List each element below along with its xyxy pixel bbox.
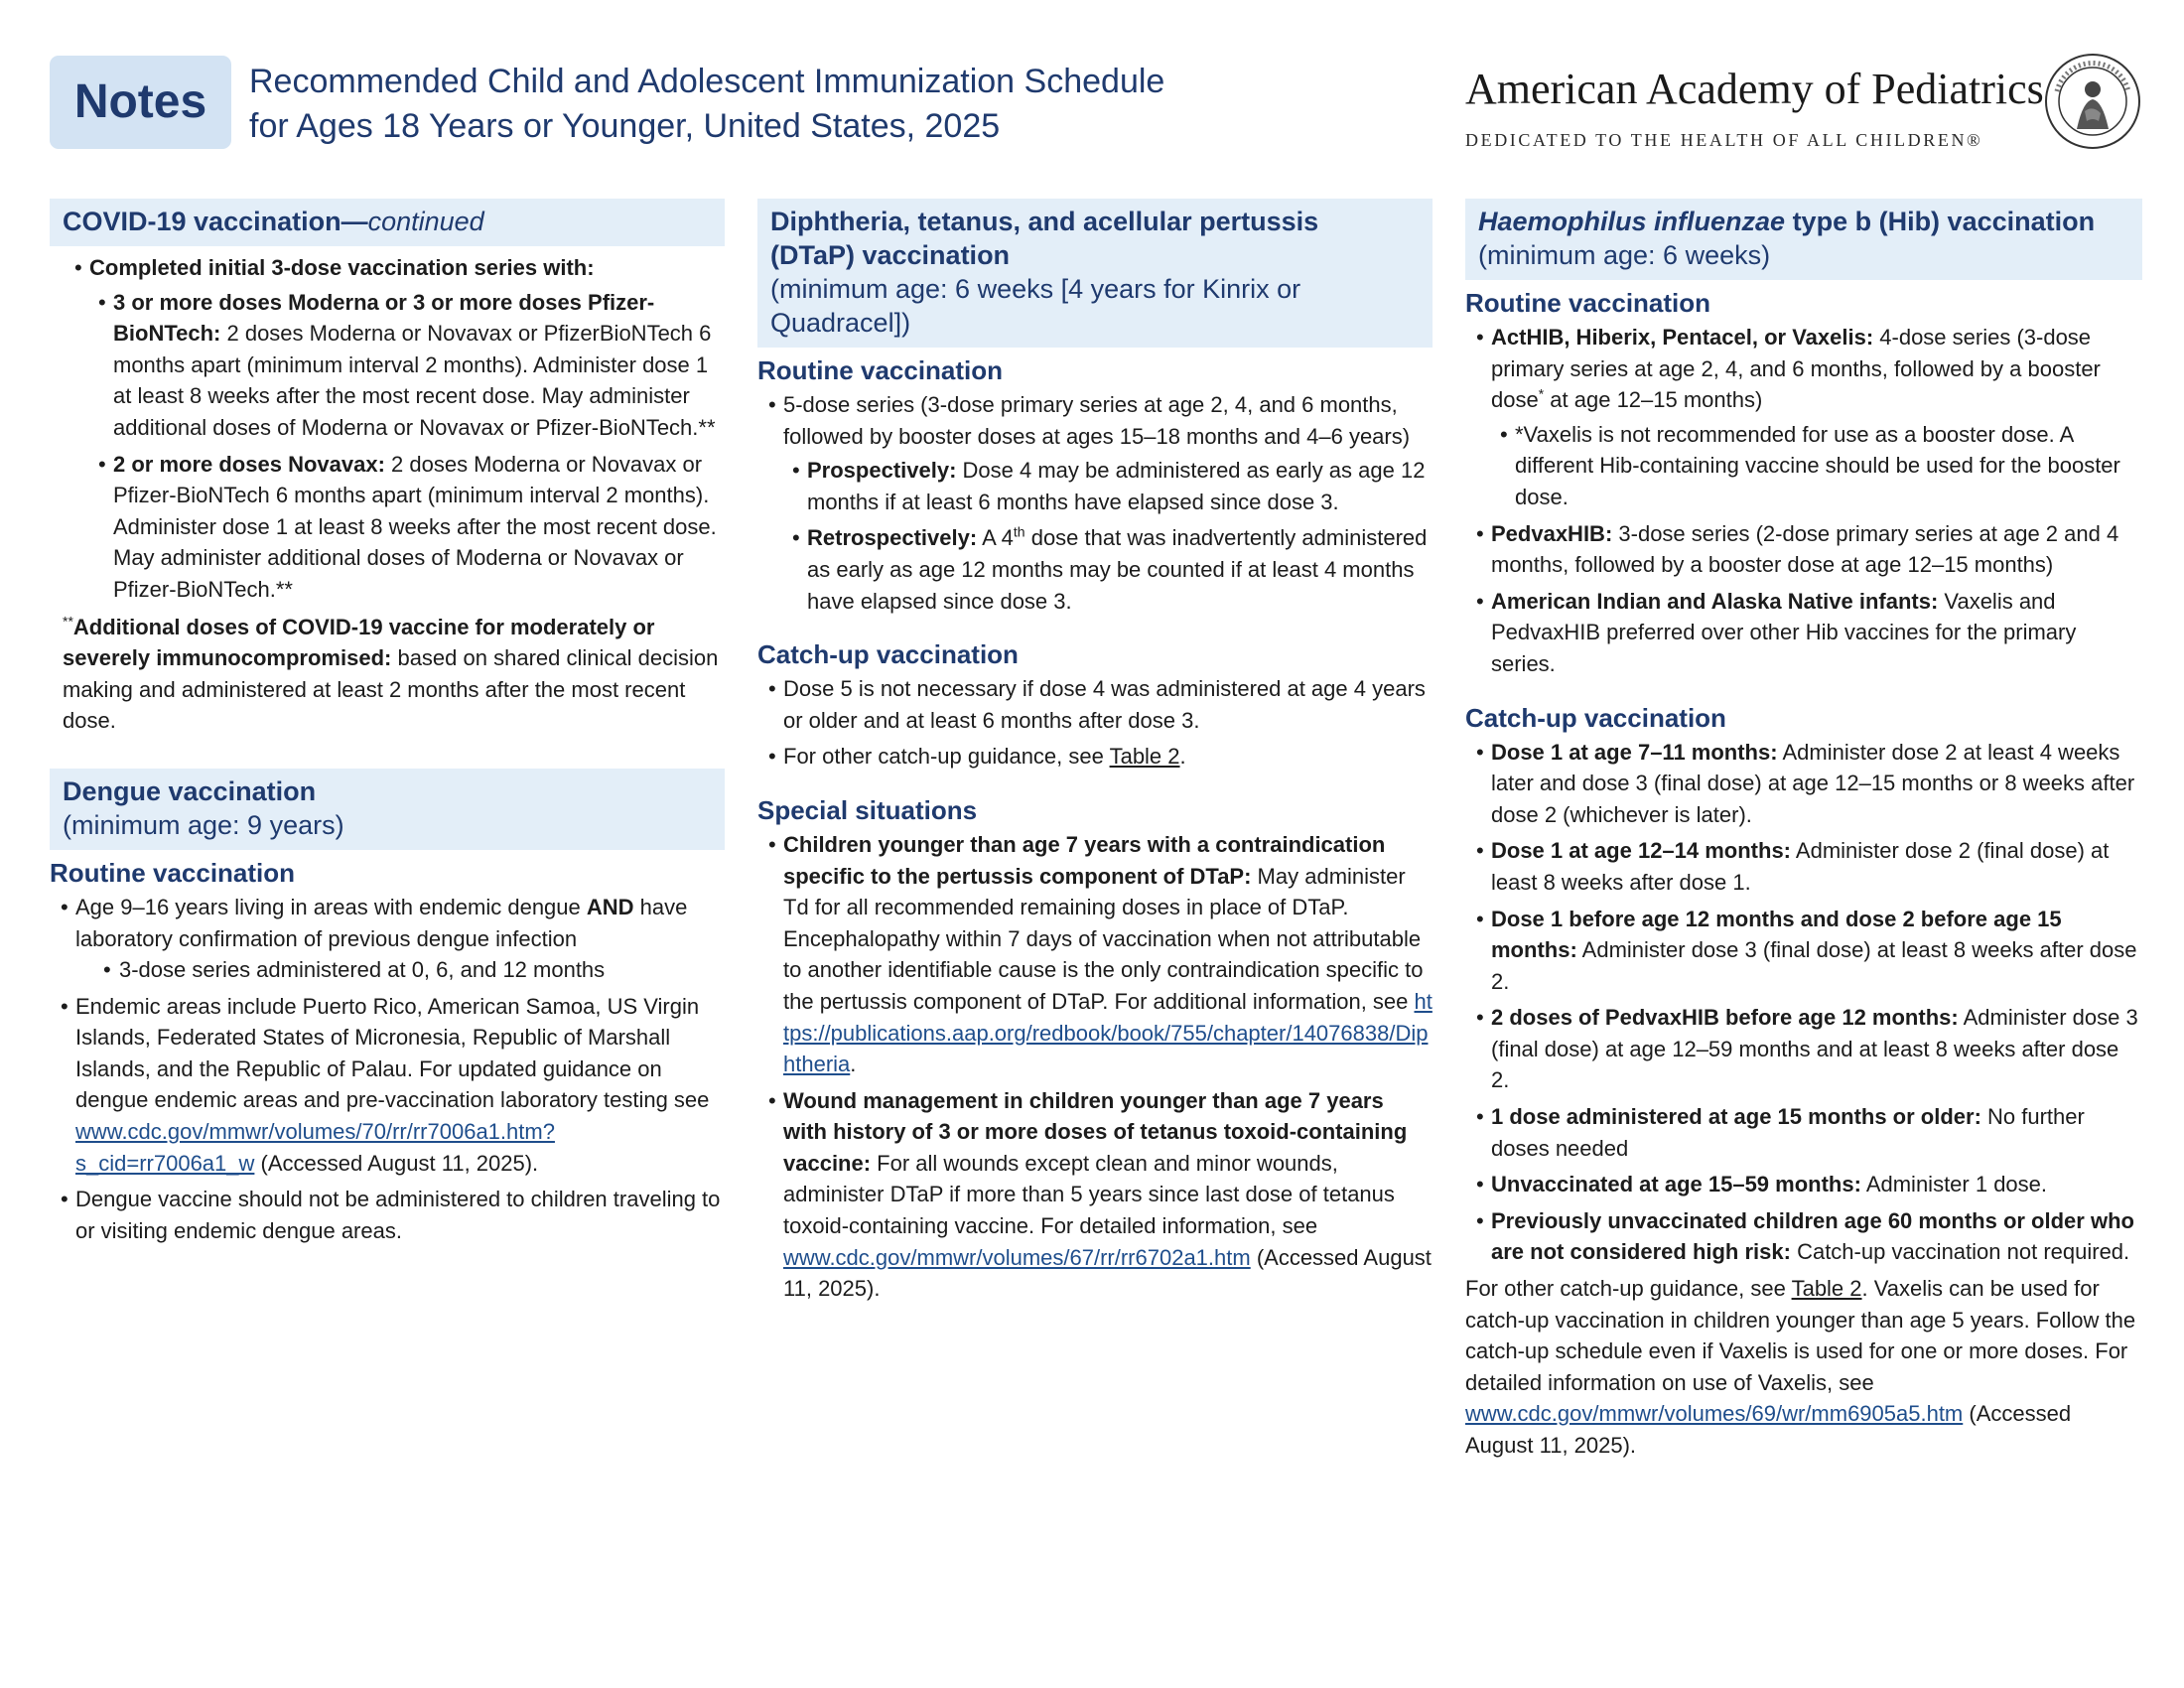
- notes-badge: Notes: [50, 56, 231, 149]
- list-item: [757, 389, 1433, 617]
- hib-r2-lead: PedvaxHIB:: [1491, 520, 1613, 546]
- hib-catchup-paragraph: [1465, 1273, 2142, 1462]
- page-title: [249, 60, 1164, 149]
- dengue-routine-heading: Routine vaccination: [50, 857, 296, 888]
- dtap-catchup-heading: Catch-up vaccination: [757, 639, 1019, 670]
- list-item: [783, 455, 1433, 517]
- dtap-min-age: (minimum age: 6 weeks [4 years for Kinrix or Quadracel]): [770, 274, 1301, 338]
- covid-b1a-lead: 3 or more doses Moderna or 3 or more doses Pfizer-BioNTech:: [113, 289, 655, 347]
- covid-note: [50, 612, 725, 737]
- hib-c3-text: Administer dose 3 (final dose) at least 8 weeks after dose 2.: [1491, 937, 2137, 994]
- dtap-table2-link[interactable]: Table 2: [1109, 744, 1180, 770]
- dengue-r1-text-b: have laboratory confirmation of previous dengue infection: [75, 894, 688, 951]
- dtap-r1-text: 5-dose series (3-dose primary series at age 2, 4, and 6 months, followed by booster doses at ages 15–18 months and 4–6 years): [783, 392, 1411, 449]
- dtap-r1a-text: Dose 4 may be administered as early as age 12 months if at least 6 months have elapsed since dose 3.: [807, 458, 1426, 514]
- dtap-s2-lead: Wound management in children younger than age 7 years with history of 3 or more doses of tetanus toxoid-containing vaccine:: [783, 1087, 1408, 1176]
- hib-r1-lead: ActHIB, Hiberix, Pentacel, or Vaxelis:: [1491, 325, 1874, 350]
- list-item: [75, 954, 725, 986]
- hib-cdc-link[interactable]: www.cdc.gov/mmwr/volumes/69/wr/mm6905a5.htm: [1465, 1401, 1964, 1427]
- dengue-r2-after: (Accessed August 11, 2025).: [254, 1150, 539, 1176]
- list-item: [1465, 835, 2142, 898]
- dtap-title-line-2: (DTaP) vaccination: [770, 240, 1011, 270]
- hib-c7-lead: Previously unvaccinated children age 60 months or older who are not considered high risk:: [1491, 1207, 2134, 1265]
- dtap-s2-after: (Accessed August 11, 2025).: [783, 1244, 1432, 1302]
- list-item: [757, 1085, 1433, 1305]
- hib-c2-lead: Dose 1 at age 12–14 months:: [1491, 838, 1792, 864]
- dengue-r3-text: Dengue vaccine should not be administered to children traveling to or visiting endemic dengue areas.: [75, 1187, 721, 1243]
- hib-p-after: (Accessed August 11, 2025).: [1465, 1401, 2072, 1458]
- covid-section-header: [50, 199, 725, 246]
- hib-c1-lead: Dose 1 at age 7–11 months:: [1491, 739, 1778, 765]
- dtap-r1b-lead: Retrospectively:: [807, 525, 978, 551]
- dtap-c2-text: For other catch-up guidance, see: [783, 744, 1110, 770]
- dengue-r1-bold: AND: [586, 894, 634, 919]
- dtap-r1b-text-a: A 4: [977, 525, 1014, 551]
- list-item: [89, 287, 725, 444]
- list-item: [1465, 1169, 2142, 1200]
- hib-p-text-b: . Vaxelis can be used for catch-up vaccination in children younger than age 5 years. Follow the catch-up schedule even if Vaxelis is used for one or more doses. For detailed information on use of Vaxelis, see: [1465, 1276, 2136, 1395]
- covid-b1b-text: 2 doses Moderna or Novavax or Pfizer-BioNTech 6 months apart (minimum interval 2 months). Administer dose 1 at least 8 weeks after the most recent dose. May administer additional doses of Moderna or Novavax or Pfizer-BioNTech.**: [113, 451, 717, 602]
- dtap-r1a-lead: Prospectively:: [807, 458, 957, 484]
- hib-r2-text: 3-dose series (2-dose primary series at age 2 and 4 months, followed by a booster dose at age 12–15 months): [1491, 520, 2119, 578]
- hib-routine-list: [1465, 322, 2142, 680]
- covid-note-mark: **: [63, 613, 73, 630]
- hib-routine-sublist: [1491, 419, 2142, 513]
- covid-note-text: based on shared clinical decision making and administered at least 2 months after the most recent dose.: [63, 645, 719, 734]
- dtap-redbook-link[interactable]: https://publications.aap.org/redbook/book/755/chapter/14076838/Diphtheria: [783, 988, 1433, 1077]
- list-item: [1465, 322, 2142, 513]
- covid-b1a-text: 2 doses Moderna or Novavax or PfizerBioNTech 6 months apart (minimum interval 2 months). Administer dose 1 at least 8 weeks after the most recent dose. May administer additional doses of Moderna or Novavax or Pfizer-BioNTech.**: [113, 321, 716, 440]
- hib-c2-text: Administer dose 2 (final dose) at least 8 weeks after dose 1.: [1491, 838, 2110, 895]
- hib-r3-text: Vaxelis and PedvaxHIB preferred over other Hib vaccines for the primary series.: [1491, 588, 2077, 676]
- dengue-title: Dengue vaccination: [63, 775, 317, 806]
- org-name: American Academy of Pediatrics: [1465, 65, 2044, 113]
- dtap-title-line-1: Diphtheria, tetanus, and acellular pertussis: [770, 207, 1319, 236]
- dtap-s2-text: For all wounds except clean and minor wounds, administer DTaP if more than 5 years since last dose of tetanus toxoid-containing vaccine. For detailed information, see: [783, 1150, 1395, 1239]
- covid-list: [64, 252, 725, 606]
- hib-c7-text: Catch-up vaccination not required.: [1790, 1239, 2130, 1265]
- dtap-s1-text: May administer Td for all recommended remaining doses in place of DTaP. Encephalopathy within 7 days of vaccination when not attributable to another identifiable cause is the only contraindication specific to the pertussis component of DTaP. For additional information, see: [783, 863, 1424, 1014]
- hib-title-rest: type b (Hib) vaccination: [1785, 207, 2096, 236]
- list-item: [89, 449, 725, 606]
- title-line-1: Recommended Child and Adolescent Immunization Schedule: [249, 63, 1165, 100]
- hib-c1-text: Administer dose 2 at least 4 weeks later and dose 3 (final dose) at age 12–15 months or 8 weeks after dose 2 (whichever is later).: [1491, 739, 2135, 827]
- list-item: [1465, 737, 2142, 831]
- dtap-special-heading: Special situations: [757, 794, 978, 825]
- list-item: [1491, 419, 2142, 513]
- dtap-routine-sublist: [783, 455, 1433, 617]
- list-item: [757, 829, 1433, 1080]
- covid-b1-lead: Completed initial 3-dose vaccination series with:: [89, 255, 595, 280]
- dengue-cdc-link[interactable]: www.cdc.gov/mmwr/volumes/70/rr/rr7006a1.htm?s_cid=rr7006a1_w: [75, 1119, 555, 1176]
- column-1: [50, 199, 725, 1251]
- covid-sublist: [89, 287, 725, 606]
- hib-r1-text-b: at age 12–15 months): [1544, 387, 1763, 413]
- dtap-special-list: [757, 829, 1433, 1305]
- dengue-r1-text-a: Age 9–16 years living in areas with endemic dengue: [75, 894, 587, 919]
- list-item: [1465, 586, 2142, 680]
- list-item: [50, 892, 725, 986]
- hib-routine-heading: Routine vaccination: [1465, 288, 1711, 318]
- dengue-list: [50, 892, 725, 1247]
- list-item: [757, 741, 1433, 773]
- hib-r3-lead: American Indian and Alaska Native infants:: [1491, 588, 1939, 614]
- hib-p-text-a: For other catch-up guidance, see: [1465, 1276, 1792, 1302]
- list-item: [757, 673, 1433, 736]
- dengue-sublist: [75, 954, 725, 986]
- dtap-section-header: [757, 199, 1433, 348]
- hib-catchup-list: [1465, 737, 2142, 1269]
- dtap-s1-after: .: [850, 1052, 857, 1077]
- list-item: [64, 252, 725, 606]
- dtap-s1-lead: Children younger than age 7 years with a contraindication specific to the pertussis component of DTaP:: [783, 831, 1386, 889]
- dtap-c2-after: .: [1179, 744, 1186, 770]
- hib-c3-lead: Dose 1 before age 12 months and dose 2 before age 15 months:: [1491, 906, 2062, 963]
- list-item: [1465, 1101, 2142, 1164]
- dtap-routine-list: [757, 389, 1433, 617]
- list-item: [1465, 1205, 2142, 1268]
- hib-c6-text: Administer 1 dose.: [1860, 1172, 2048, 1197]
- hib-c5-text: No further doses needed: [1491, 1104, 2085, 1161]
- covid-note-lead: Additional doses of COVID-19 vaccine for moderately or severely immunocompromised:: [63, 614, 655, 671]
- covid-title: COVID-19 vaccination—: [63, 207, 368, 236]
- column-2: [757, 199, 1433, 1310]
- list-item: [1465, 518, 2142, 581]
- hib-r1-sup: *: [1538, 385, 1545, 402]
- hib-c6-lead: Unvaccinated at age 15–59 months:: [1491, 1172, 1861, 1197]
- dtap-routine-heading: Routine vaccination: [757, 355, 1004, 385]
- column-3: [1465, 199, 2142, 1462]
- hib-table2-link[interactable]: Table 2: [1791, 1276, 1862, 1302]
- title-line-2: for Ages 18 Years or Younger, United States, 2025: [249, 107, 1001, 145]
- covid-title-continued: continued: [367, 207, 484, 236]
- aap-seal-icon: [2043, 52, 2142, 151]
- dtap-r1b-text-b: dose that was inadvertently administered as early as age 12 months may be counted if at least 4 months have elapsed since dose 3.: [807, 525, 1428, 614]
- dtap-r1b-sup: th: [1013, 524, 1025, 541]
- hib-catchup-heading: Catch-up vaccination: [1465, 702, 1726, 733]
- dengue-min-age: (minimum age: 9 years): [63, 809, 344, 840]
- hib-c4-lead: 2 doses of PedvaxHIB before age 12 months:: [1491, 1005, 1959, 1031]
- list-item: [1465, 904, 2142, 998]
- dengue-r2-text: Endemic areas include Puerto Rico, American Samoa, US Virgin Islands, Federated States of Micronesia, Republic of Marshall Islands, and the Republic of Palau. For updated guidance on dengue endemic areas and pre-vaccination laboratory testing see: [75, 993, 710, 1113]
- hib-c4-text: Administer dose 3 (final dose) at age 12–59 months and at least 8 weeks after dose 2.: [1491, 1005, 2138, 1093]
- dtap-cdc-link[interactable]: www.cdc.gov/mmwr/volumes/67/rr/rr6702a1.htm: [783, 1244, 1251, 1270]
- covid-b1b-lead: 2 or more doses Novavax:: [113, 451, 385, 477]
- org-tagline: DEDICATED TO THE HEALTH OF ALL CHILDREN®: [1465, 130, 1983, 150]
- hib-r1-sub: *Vaxelis is not recommended for use as a booster dose. A different Hib-containing vaccine should be used for the booster dose.: [1515, 421, 2120, 509]
- list-item: [1465, 1002, 2142, 1096]
- list-item: [50, 991, 725, 1180]
- hib-section-header: [1465, 199, 2142, 280]
- list-item: [783, 522, 1433, 617]
- dengue-r1-sub: 3-dose series administered at 0, 6, and 12 months: [119, 957, 606, 983]
- hib-min-age: (minimum age: 6 weeks): [1478, 240, 1771, 270]
- hib-title-italic: Haemophilus influenzae: [1478, 207, 1786, 236]
- dtap-catchup-list: [757, 673, 1433, 773]
- dengue-section-header: [50, 769, 725, 850]
- hib-c5-lead: 1 dose administered at age 15 months or older:: [1491, 1104, 1981, 1130]
- list-item: [50, 1184, 725, 1246]
- dtap-c1-text: Dose 5 is not necessary if dose 4 was administered at age 4 years or older and at least 6 months after dose 3.: [783, 676, 1426, 733]
- hib-r1-text-a: 4-dose series (3-dose primary series at age 2, 4, and 6 months, followed by a booster dose: [1491, 325, 2101, 413]
